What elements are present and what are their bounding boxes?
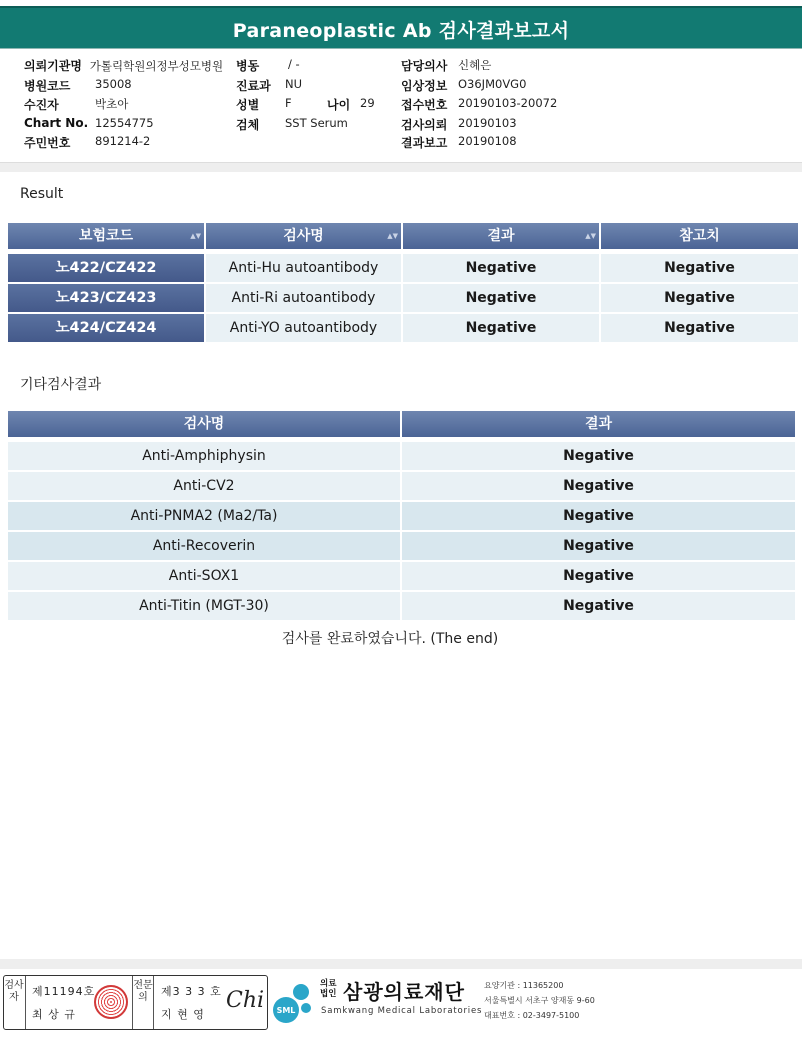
info-institution: [24, 57, 223, 74]
info-hospital-code: [24, 77, 132, 94]
other-row-name: Anti-PNMA2 (Ma2/Ta): [8, 502, 400, 530]
info-requested: [401, 116, 517, 133]
specialist-label: 전문의: [133, 980, 153, 1003]
info-hospital-code-value: 35008: [95, 77, 132, 91]
seal-stamp-icon: [94, 985, 128, 1019]
info-receipt-label: 접수번호: [401, 98, 448, 112]
sort-icon: ▲▼: [190, 232, 201, 240]
info-chart-no-value: 12554775: [95, 116, 154, 130]
tester-name: 최 상 규: [32, 1008, 76, 1021]
result-header-reference[interactable]: [601, 223, 798, 249]
result-header-code-label: 보험코드: [78, 228, 134, 244]
info-receipt-value: 20190103-20072: [458, 96, 558, 110]
report-title: Paraneoplastic Ab 검사결과보고서: [232, 20, 570, 42]
result-row-code: 노422/CZ422: [8, 254, 204, 282]
other-row-name: Anti-Recoverin: [8, 532, 400, 560]
info-doctor: [401, 57, 492, 74]
other-row-result: Negative: [402, 592, 795, 620]
info-reported-label: 결과보고: [401, 136, 448, 150]
info-department-value: NU: [285, 77, 303, 91]
info-patient-value: 박초아: [95, 97, 129, 111]
info-reported: [401, 134, 517, 151]
result-header-name-label: 검사명: [283, 228, 324, 244]
info-institution-value: 가톨릭학원의정부성모병원: [89, 59, 224, 73]
info-requested-label: 검사의뢰: [401, 118, 448, 132]
other-row-result: Negative: [402, 442, 795, 470]
institution-code: 요양기관 : 11365200: [484, 981, 564, 990]
info-sex-label: 성별: [236, 98, 260, 112]
info-id-no: [24, 134, 151, 151]
result-row-code: 노424/CZ424: [8, 314, 204, 342]
sml-logo-icon: [272, 978, 314, 1026]
title-divider: [0, 48, 802, 49]
info-age-value: 29: [360, 96, 375, 110]
institution-address: 서울특별시 서초구 양재동 9-60: [484, 996, 595, 1005]
result-row-reference: Negative: [601, 314, 798, 342]
info-hospital-code-label: 병원코드: [24, 79, 71, 93]
result-row-result: Negative: [403, 284, 599, 312]
info-specimen-label: 검체: [236, 118, 260, 132]
info-doctor-value: 신혜은: [458, 58, 492, 72]
info-age: [327, 96, 375, 113]
info-ward: [236, 57, 300, 74]
result-header-result-label: 결과: [487, 228, 515, 244]
tester-label: 검사자: [4, 980, 24, 1003]
brand-name: 삼광의료재단: [343, 980, 465, 1004]
info-clinical: [401, 77, 527, 94]
info-reported-value: 20190108: [458, 134, 517, 148]
institution-phone: 대표번호 : 02-3497-5100: [484, 1011, 580, 1020]
other-header-name[interactable]: [8, 411, 400, 437]
result-section-title: Result: [20, 186, 64, 202]
logo-text: SML: [276, 1006, 296, 1015]
info-clinical-value: O36JM0VG0: [458, 77, 527, 91]
signature-box: [3, 975, 268, 1030]
specialist-label-col: [132, 976, 154, 1029]
info-age-label: 나이: [327, 98, 351, 112]
signature: Chi: [226, 988, 265, 1013]
info-ward-value: / -: [288, 57, 300, 71]
other-section-title: 기타검사결과: [20, 377, 102, 393]
other-row-result: Negative: [402, 472, 795, 500]
info-chart-no-label: Chart No.: [24, 116, 89, 130]
other-row-result: Negative: [402, 532, 795, 560]
info-specimen: [236, 116, 348, 133]
brand-prefix: [320, 979, 336, 999]
tester-label-col: [4, 976, 26, 1029]
result-header-name[interactable]: [206, 223, 401, 249]
result-row-name: Anti-YO autoantibody: [206, 314, 401, 342]
other-header-name-label: 검사명: [183, 416, 225, 432]
info-id-no-label: 주민번호: [24, 136, 71, 150]
info-ward-label: 병동: [236, 59, 260, 73]
result-row-result: Negative: [403, 254, 599, 282]
info-id-no-value: 891214-2: [95, 134, 151, 148]
other-row-name: Anti-Amphiphysin: [8, 442, 400, 470]
result-header-reference-label: 참고치: [679, 228, 720, 244]
info-department-label: 진료과: [236, 79, 271, 93]
info-doctor-label: 담당의사: [401, 59, 448, 73]
result-row-name: Anti-Hu autoantibody: [206, 254, 401, 282]
brand-prefix-2: 법인: [320, 989, 337, 999]
result-header-code[interactable]: [8, 223, 204, 249]
header-separator: [0, 162, 802, 172]
result-row-code: 노423/CZ423: [8, 284, 204, 312]
info-specimen-value: SST Serum: [285, 116, 348, 130]
info-institution-label: 의뢰기관명: [24, 59, 82, 73]
other-header-result-label: 결과: [584, 416, 613, 432]
specialist-name: 지 현 영: [161, 1008, 205, 1021]
other-row-result: Negative: [402, 562, 795, 590]
other-row-name: Anti-SOX1: [8, 562, 400, 590]
brand-prefix-1: 의료: [320, 979, 337, 989]
specialist-license: 제3 3 3 호: [161, 985, 222, 998]
result-row-reference: Negative: [601, 284, 798, 312]
info-chart-no: [24, 116, 154, 130]
other-header-result[interactable]: [402, 411, 795, 437]
result-row-name: Anti-Ri autoantibody: [206, 284, 401, 312]
sort-icon: ▲▼: [585, 232, 596, 240]
info-receipt: [401, 96, 558, 113]
other-row-name: Anti-CV2: [8, 472, 400, 500]
result-header-result[interactable]: [403, 223, 599, 249]
other-row-result: Negative: [402, 502, 795, 530]
info-sex: [236, 96, 292, 113]
info-patient-label: 수진자: [24, 98, 59, 112]
result-row-reference: Negative: [601, 254, 798, 282]
footer-separator: [0, 959, 802, 969]
info-sex-value: F: [285, 96, 292, 110]
end-message: 검사를 완료하였습니다. (The end): [281, 631, 499, 647]
brand-english: Samkwang Medical Laboratories: [321, 1006, 483, 1016]
info-department: [236, 77, 303, 94]
tester-license: 제11194호: [32, 985, 96, 998]
sort-icon: ▲▼: [387, 232, 398, 240]
info-requested-value: 20190103: [458, 116, 517, 130]
report-title-bar: [0, 6, 802, 48]
result-row-result: Negative: [403, 314, 599, 342]
info-patient: [24, 96, 129, 113]
other-row-name: Anti-Titin (MGT-30): [8, 592, 400, 620]
info-clinical-label: 임상정보: [401, 79, 448, 93]
